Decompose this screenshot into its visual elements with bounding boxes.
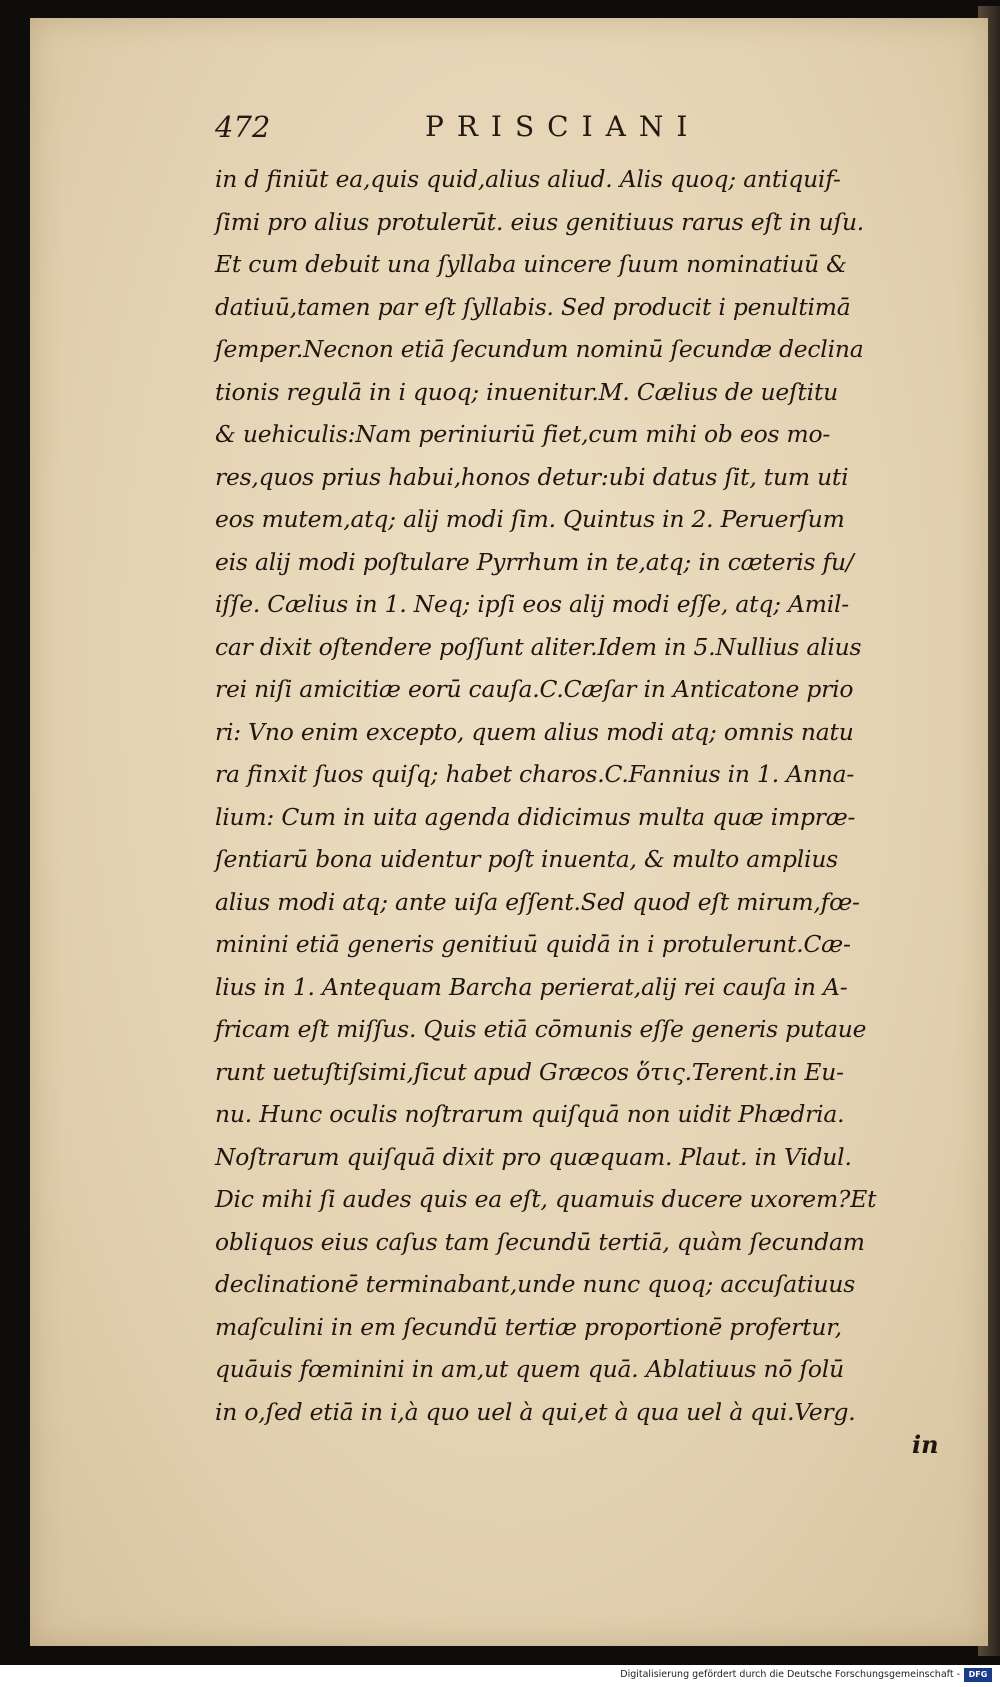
text-line: eis alij modi poſtulare Pyrrhum in te,atq; in cæteris fu/ (215, 547, 854, 576)
page-header (215, 110, 775, 150)
running-head: PRISCIANI (425, 110, 701, 143)
text-line: runt uetuſtiſsimi,ſicut apud Græcos ὅτις.Terent.in Eu- (215, 1057, 844, 1086)
text-line: fricam eſt miſſus. Quis etiā cōmunis eſſe generis putaue (215, 1015, 867, 1043)
footer-credit: Digitalisierung gefördert durch die Deutsche Forschungsgemeinschaft - (620, 1669, 960, 1680)
text-line: tionis regulā in i quoq; inuenitur.M. Cælius de ueſtitu (215, 377, 839, 406)
text-line: ra finxit ſuos quiſq; habet charos.C.Fannius in 1. Anna- (215, 760, 855, 788)
text-line: ſemper.Necnon etiā ſecundum nominū ſecundæ declina (215, 335, 864, 363)
text-line: quāuis fœminini in am,ut quem quā. Ablatiuus nō ſolū (215, 1355, 844, 1383)
text-line: ſentiarū bona uidentur poſt inuenta, & multo amplius (215, 845, 838, 873)
text-line: obliquos eius caſus tam ſecundū tertiā, quàm ſecundam (215, 1227, 865, 1256)
text-line: car dixit oſtendere poſſunt aliter.Idem in 5.Nullius alius (215, 632, 862, 661)
text-line: Noſtrarum quiſquā dixit pro quæquam. Plaut. in Vidul. (215, 1142, 852, 1171)
catchword: in (912, 1430, 939, 1459)
text-line: declinationē terminabant,unde nunc quoq; accuſatiuus (215, 1270, 856, 1298)
dfg-logo: DFG (964, 1668, 992, 1682)
text-line: & uehiculis:Nam periniuriū fiet,cum mihi ob eos mo- (215, 420, 831, 448)
text-line: datiuū,tamen par eſt ſyllabis. Sed producit i penultimā (215, 292, 851, 321)
text-line: lium: Cum in uita agenda didicimus multa quæ impræ- (215, 802, 856, 831)
text-line: maſculini in em ſecundū tertiæ proportionē profertur, (215, 1312, 842, 1341)
text-line: lius in 1. Antequam Barcha perierat,alij rei cauſa in A- (215, 972, 848, 1001)
text-line: nu. Hunc oculis noſtrarum quiſquā non uidit Phædria. (215, 1100, 845, 1128)
text-line: ri: Vno enim excepto, quem alius modi atq; omnis natu (215, 717, 854, 746)
text-line: in o,ſed etiā in i,à quo uel à qui,et à qua uel à qui.Verg. (215, 1397, 856, 1426)
text-line: minini etiā generis genitiuū quidā in i protulerunt.Cæ- (215, 930, 851, 958)
text-line: Et cum debuit una ſyllaba uincere ſuum nominatiuū & (215, 250, 847, 278)
text-line: iſſe. Cælius in 1. Neq; ipſi eos alij modi eſſe, atq; Amil- (215, 590, 849, 618)
text-line: ſimi pro alius protulerūt. eius genitiuus rarus eſt in uſu. (215, 207, 865, 236)
digitization-footer (0, 1665, 1000, 1687)
text-line: alius modi atq; ante uiſa eſſent.Sed quod eſt mirum,fœ- (215, 887, 860, 916)
page-number: 472 (215, 110, 271, 144)
text-line: in d finiūt ea,quis quid,alius aliud. Alis quoq; antiquif- (215, 165, 841, 193)
text-block (215, 158, 945, 1433)
text-line: eos mutem,atq; alij modi ſim. Quintus in 2. Peruerſum (215, 505, 845, 533)
text-line: res,quos prius habui,honos detur:ubi datus ſit, tum uti (215, 462, 849, 491)
text-line: Dic mihi ſi audes quis ea eſt, quamuis ducere uxorem?Et (215, 1185, 877, 1213)
text-line: rei niſi amicitiæ eorū cauſa.C.Cæſar in Anticatone prio (215, 675, 854, 703)
